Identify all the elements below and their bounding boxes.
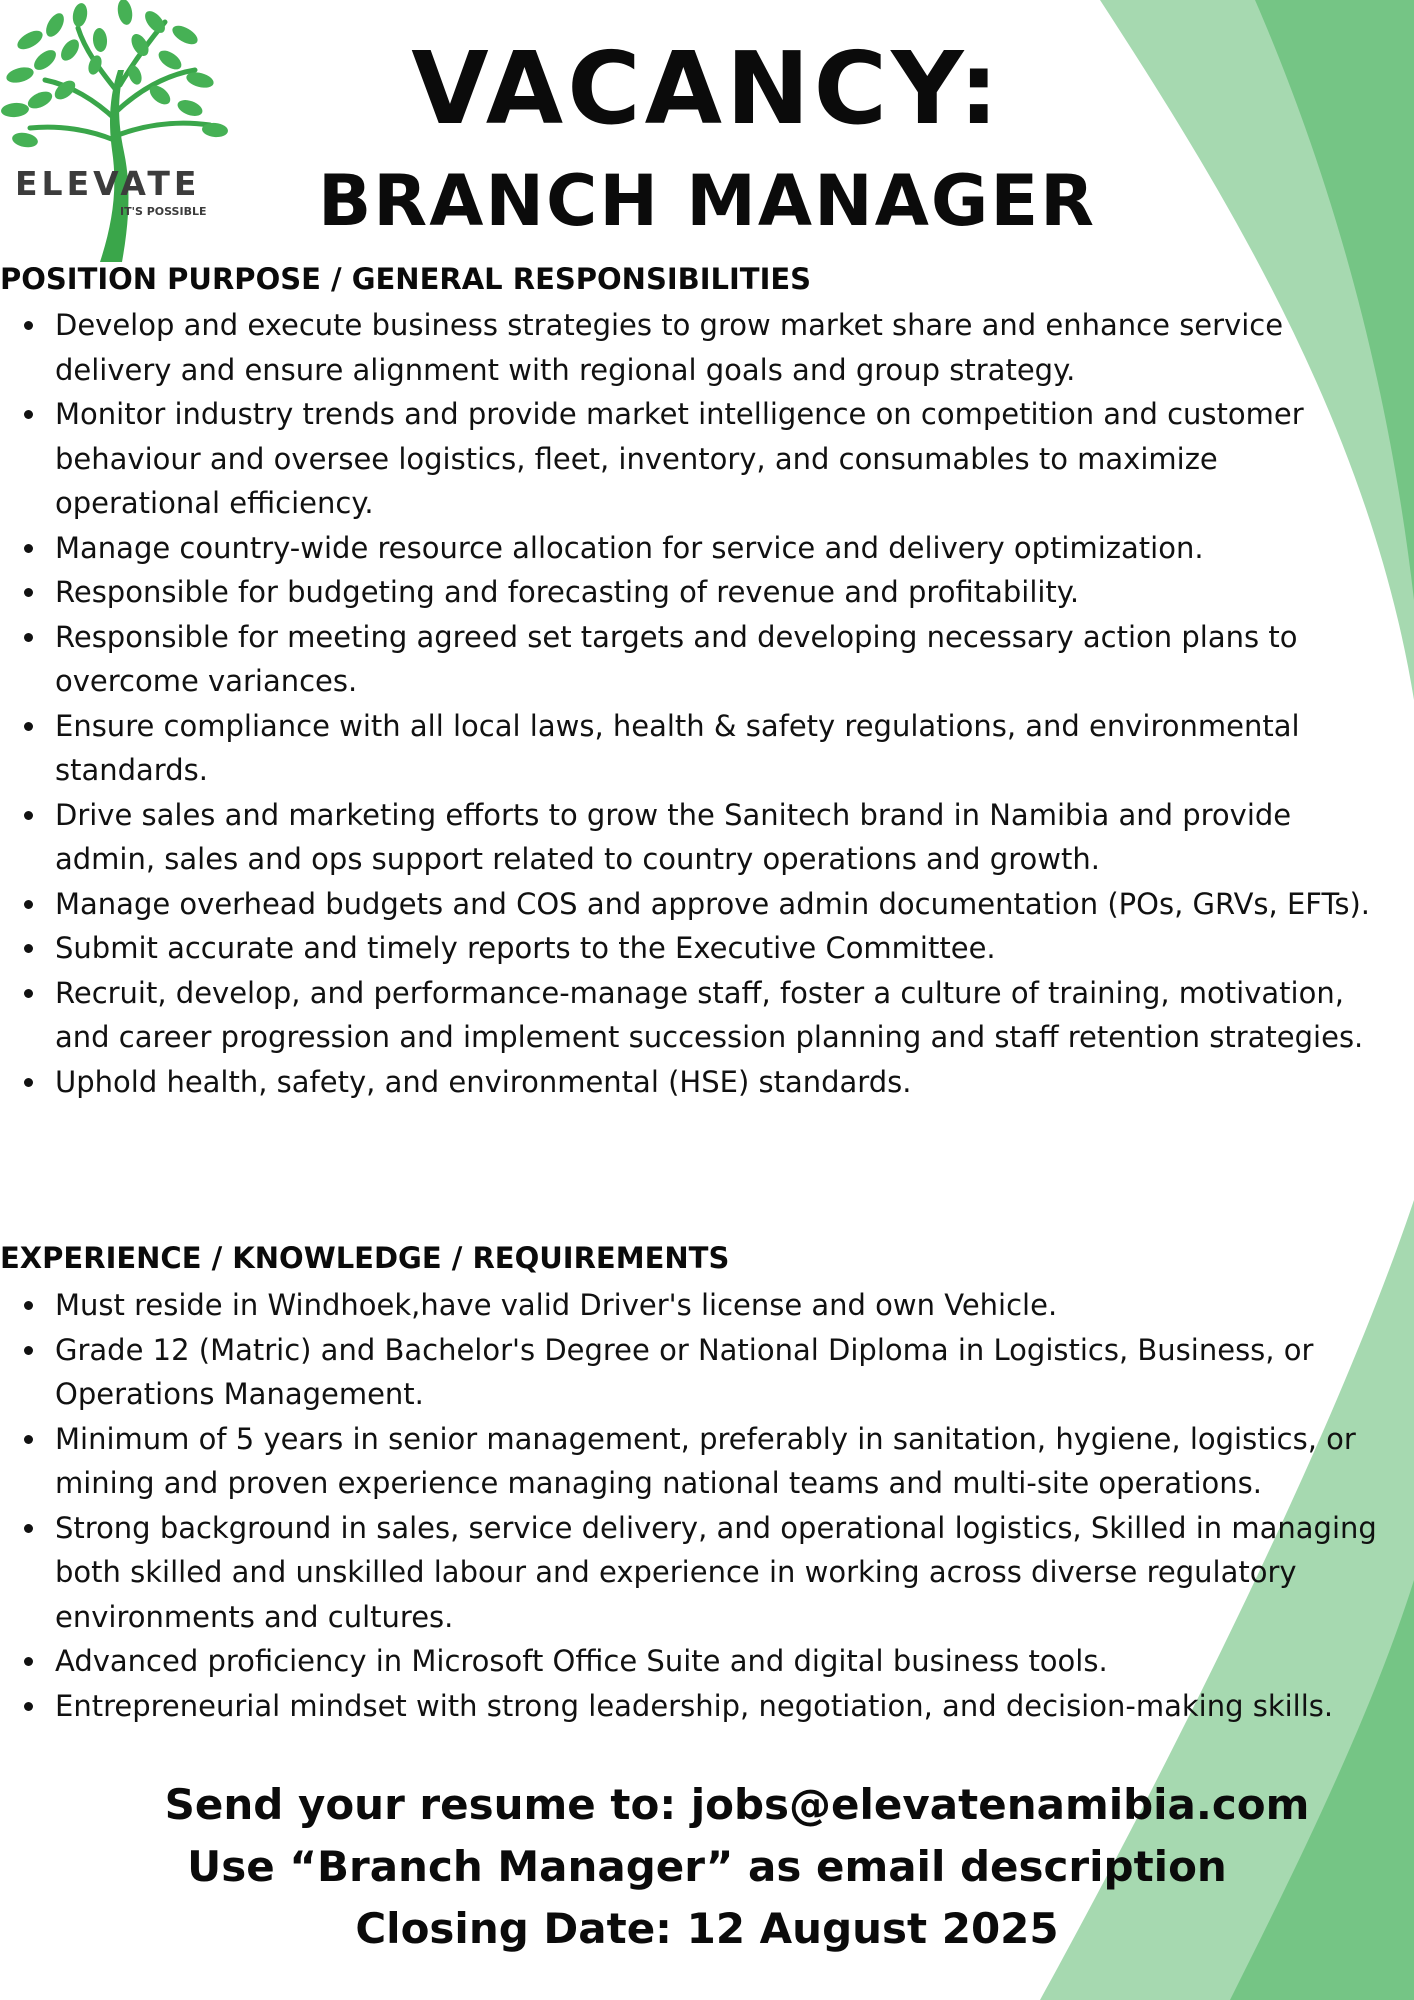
closing-date: Closing Date: 12 August 2025 bbox=[355, 1904, 1059, 1953]
list-item: Recruit, develop, and performance-manage staff, foster a culture of training, motivation, and career progression and implement succession planning and staff retention strategies. bbox=[55, 971, 1385, 1060]
responsibilities-list bbox=[0, 303, 1385, 1104]
requirements-list bbox=[0, 1283, 1385, 1728]
email-subject-instruction: Use “Branch Manager” as email description bbox=[187, 1842, 1227, 1891]
list-item: Must reside in Windhoek,have valid Driver's license and own Vehicle. bbox=[55, 1283, 1385, 1328]
list-item: Ensure compliance with all local laws, health & safety regulations, and environmental standards. bbox=[55, 704, 1385, 793]
list-item: Strong background in sales, service delivery, and operational logistics, Skilled in managing both skilled and unskilled labour and experience in working across diverse regulatory environments and cultures. bbox=[55, 1506, 1385, 1640]
job-title: BRANCH MANAGER bbox=[317, 160, 1097, 242]
list-item: Entrepreneurial mindset with strong leadership, negotiation, and decision-making skills. bbox=[55, 1684, 1385, 1729]
list-item: Advanced proficiency in Microsoft Office Suite and digital business tools. bbox=[55, 1639, 1385, 1684]
list-item: Monitor industry trends and provide market intelligence on competition and customer behaviour and oversee logistics, fleet, inventory, and consumables to maximize operational efficiency. bbox=[55, 392, 1385, 526]
list-item: Minimum of 5 years in senior management, preferably in sanitation, hygiene, logistics, or mining and proven experience managing national teams and multi-site operations. bbox=[55, 1417, 1385, 1506]
elevate-logo bbox=[0, 0, 240, 265]
list-item: Responsible for meeting agreed set targets and developing necessary action plans to overcome variances. bbox=[55, 615, 1385, 704]
list-item: Grade 12 (Matric) and Bachelor's Degree or National Diploma in Logistics, Business, or Operations Management. bbox=[55, 1328, 1385, 1417]
resume-email-line: Send your resume to: jobs@elevatenamibia.com bbox=[164, 1780, 1310, 1829]
logo-tagline: IT'S POSSIBLE bbox=[120, 205, 207, 218]
list-item: Drive sales and marketing efforts to grow the Sanitech brand in Namibia and provide admin, sales and ops support related to country operations and growth. bbox=[55, 793, 1385, 882]
requirements-heading: EXPERIENCE / KNOWLEDGE / REQUIREMENTS bbox=[0, 1241, 730, 1275]
list-item: Manage overhead budgets and COS and approve admin documentation (POs, GRVs, EFTs). bbox=[55, 882, 1385, 927]
vacancy-title: VACANCY: bbox=[411, 30, 1003, 147]
list-item: Submit accurate and timely reports to the Executive Committee. bbox=[55, 926, 1385, 971]
logo-wordmark: ELEVATE bbox=[15, 164, 201, 203]
responsibilities-heading: POSITION PURPOSE / GENERAL RESPONSIBILITIES bbox=[0, 262, 812, 296]
list-item: Uphold health, safety, and environmental (HSE) standards. bbox=[55, 1060, 1385, 1105]
list-item: Responsible for budgeting and forecasting of revenue and profitability. bbox=[55, 570, 1385, 615]
list-item: Develop and execute business strategies to grow market share and enhance service delivery and ensure alignment with regional goals and group strategy. bbox=[55, 303, 1385, 392]
list-item: Manage country-wide resource allocation for service and delivery optimization. bbox=[55, 526, 1385, 571]
